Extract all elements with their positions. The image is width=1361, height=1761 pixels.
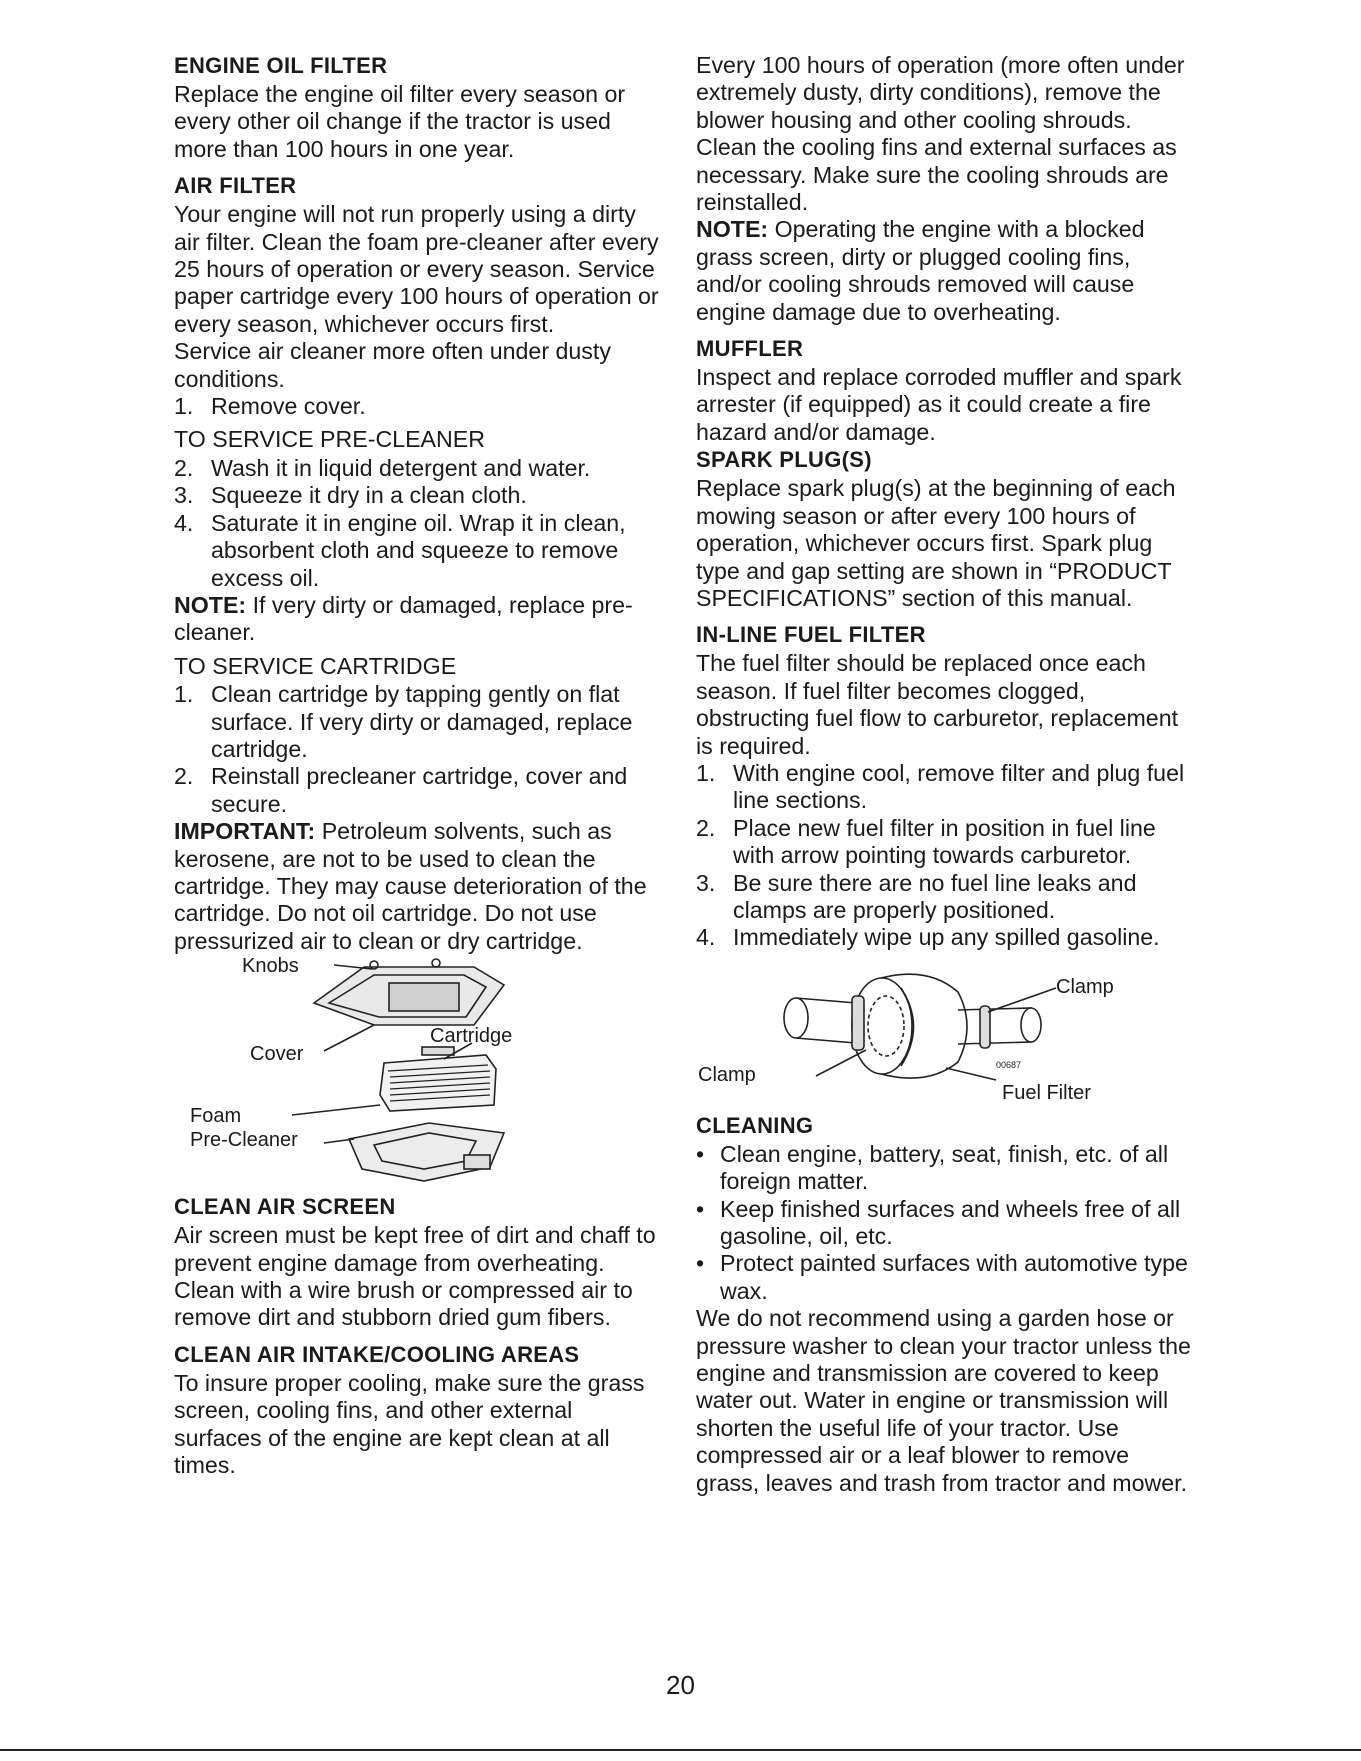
muffler-heading: MUFFLER <box>696 336 804 362</box>
figure-label-knobs: Knobs <box>242 955 299 978</box>
list-item: 1. Clean cartridge by tapping gently on flat surface. If very dirty or damaged, replace cartridge. <box>174 681 633 762</box>
bottom-rule <box>0 1749 1361 1751</box>
clean-air-screen-heading: CLEAN AIR SCREEN <box>174 1194 396 1220</box>
clean-air-screen-text: Air screen must be kept free of dirt and chaff to prevent engine damage from overheating. Clean with a wire brush or compressed air to remove dirt and stubborn dried gum fibers. <box>174 1222 656 1331</box>
figure-label-cartridge: Cartridge <box>430 1025 513 1048</box>
cartridge-subheading: TO SERVICE CARTRIDGE <box>174 652 457 679</box>
figure-label-clamp-right: Clamp <box>1056 975 1114 998</box>
list-item: 2. Reinstall precleaner cartridge, cover and secure. <box>174 763 628 817</box>
air-filter-dusty-note: Service air cleaner more often under dusty conditions. <box>174 338 611 392</box>
figure-label-pre-cleaner: Pre-Cleaner <box>190 1129 298 1152</box>
pre-cleaner-subheading: TO SERVICE PRE-CLEANER <box>174 426 485 453</box>
figure-code: 00687 <box>996 1059 1022 1070</box>
figure-label-cover: Cover <box>250 1043 304 1066</box>
figure-label-fuel-filter: Fuel Filter <box>1002 1081 1091 1104</box>
air-filter-heading: AIR FILTER <box>174 173 297 199</box>
list-item: 2. Place new fuel filter in position in fuel line with arrow pointing towards carburetor. <box>696 814 1156 869</box>
page-number: 20 <box>666 1670 695 1700</box>
fuel-filter-text: The fuel filter should be replaced once each season. If fuel filter becomes clogged, obstructing fuel flow to carburetor, replacement is required. <box>696 650 1179 759</box>
cooling-note: NOTE: Operating the engine with a blocked grass screen, dirty or plugged cooling fins, and/or cooling shrouds removed will cause engine damage due to overheating. <box>696 216 1145 325</box>
fuel-filter-steps <box>696 760 1194 952</box>
fuel-filter-diagram <box>696 958 1194 1106</box>
list-item: 2. Wash it in liquid detergent and water. <box>174 454 591 481</box>
figure-label-foam: Foam <box>190 1105 242 1128</box>
list-item: 3. Be sure there are no fuel line leaks and clamps are properly positioned. <box>696 869 1137 923</box>
fuel-filter-heading: IN-LINE FUEL FILTER <box>696 622 926 648</box>
left-column <box>174 52 666 1479</box>
list-item: • Clean engine, battery, seat, finish, etc. of all foreign matter. <box>696 1140 1169 1195</box>
air-filter-paragraph: Your engine will not run properly using a dirty air filter. Clean the foam pre-cleaner after every 25 hours of operation or every season. Service paper cartridge every 100 hours of operation or every season, whichever occurs first. <box>174 201 659 337</box>
cleaning-bullets <box>696 1141 1194 1305</box>
cleaning-text: We do not recommend using a garden hose or pressure washer to clean your tractor unless the engine and transmission are covered to keep water out. Water in engine or transmission will shorten the useful life of your tractor. Use compressed air or a leaf blower to remove grass, leaves and trash from tractor and mower. <box>696 1305 1191 1496</box>
list-item: • Keep finished surfaces and wheels free of all gasoline, oil, etc. <box>696 1195 1181 1249</box>
figure-label-clamp-left: Clamp <box>698 1063 756 1086</box>
list-item: 1. With engine cool, remove filter and plug fuel line sections. <box>696 759 1185 814</box>
list-item: 4. Saturate it in engine oil. Wrap it in clean, absorbent cloth and squeeze to remove excess oil. <box>174 509 626 591</box>
muffler-text: Inspect and replace corroded muffler and spark arrester (if equipped) as it could create a fire hazard and/or damage. <box>696 364 1182 445</box>
engine-oil-filter-heading: ENGINE OIL FILTER <box>174 53 388 78</box>
cooling-continued-text: Every 100 hours of operation (more often under extremely dusty, dirty conditions), remove the blower housing and other cooling shrouds. Clean the cooling fins and external surfaces as necessary. Make sure the cooling shrouds are reinstalled. <box>696 52 1185 216</box>
fuel-filter-illustration <box>696 958 1194 1106</box>
cleaning-heading: CLEANING <box>696 1112 814 1138</box>
cartridge-steps <box>174 681 666 818</box>
spark-plugs-text: Replace spark plug(s) at the beginning of each mowing season or after every 100 hours of operation, whichever occurs first. Spark plug type and gap setting are shown in “PRODUCT SPECIFICATIONS” section of this manual. <box>696 475 1176 611</box>
pre-cleaner-steps <box>174 455 666 592</box>
air-filter-illustration <box>174 955 594 1193</box>
list-item: 4. Immediately wipe up any spilled gasoline. <box>696 924 1160 951</box>
clean-air-intake-text: To insure proper cooling, make sure the grass screen, cooling fins, and other external surfaces of the engine are kept clean at all times. <box>174 1369 645 1479</box>
important-note: IMPORTANT: Petroleum solvents, such as kerosene, are not to be used to clean the cartridge. They may cause deterioration of the cartridge. Do not oil cartridge. Do not use pressurized air to clean or dry cartridge. <box>174 818 647 954</box>
list-item: • Protect painted surfaces with automotive type wax. <box>696 1250 1188 1304</box>
pre-cleaner-note: NOTE: If very dirty or damaged, replace pre-cleaner. <box>174 591 633 646</box>
clean-air-intake-heading: CLEAN AIR INTAKE/COOLING AREAS <box>174 1341 580 1367</box>
right-column <box>696 52 1194 1497</box>
air-filter-step-list <box>174 393 666 420</box>
list-item: 3. Squeeze it dry in a clean cloth. <box>174 482 527 509</box>
engine-oil-filter-text: Replace the engine oil filter every season or every other oil change if the tractor is used more than 100 hours in one year. <box>174 81 626 162</box>
air-filter-diagram <box>174 955 594 1193</box>
spark-plugs-heading: SPARK PLUG(S) <box>696 447 872 473</box>
list-item: 1. Remove cover. <box>174 393 366 420</box>
